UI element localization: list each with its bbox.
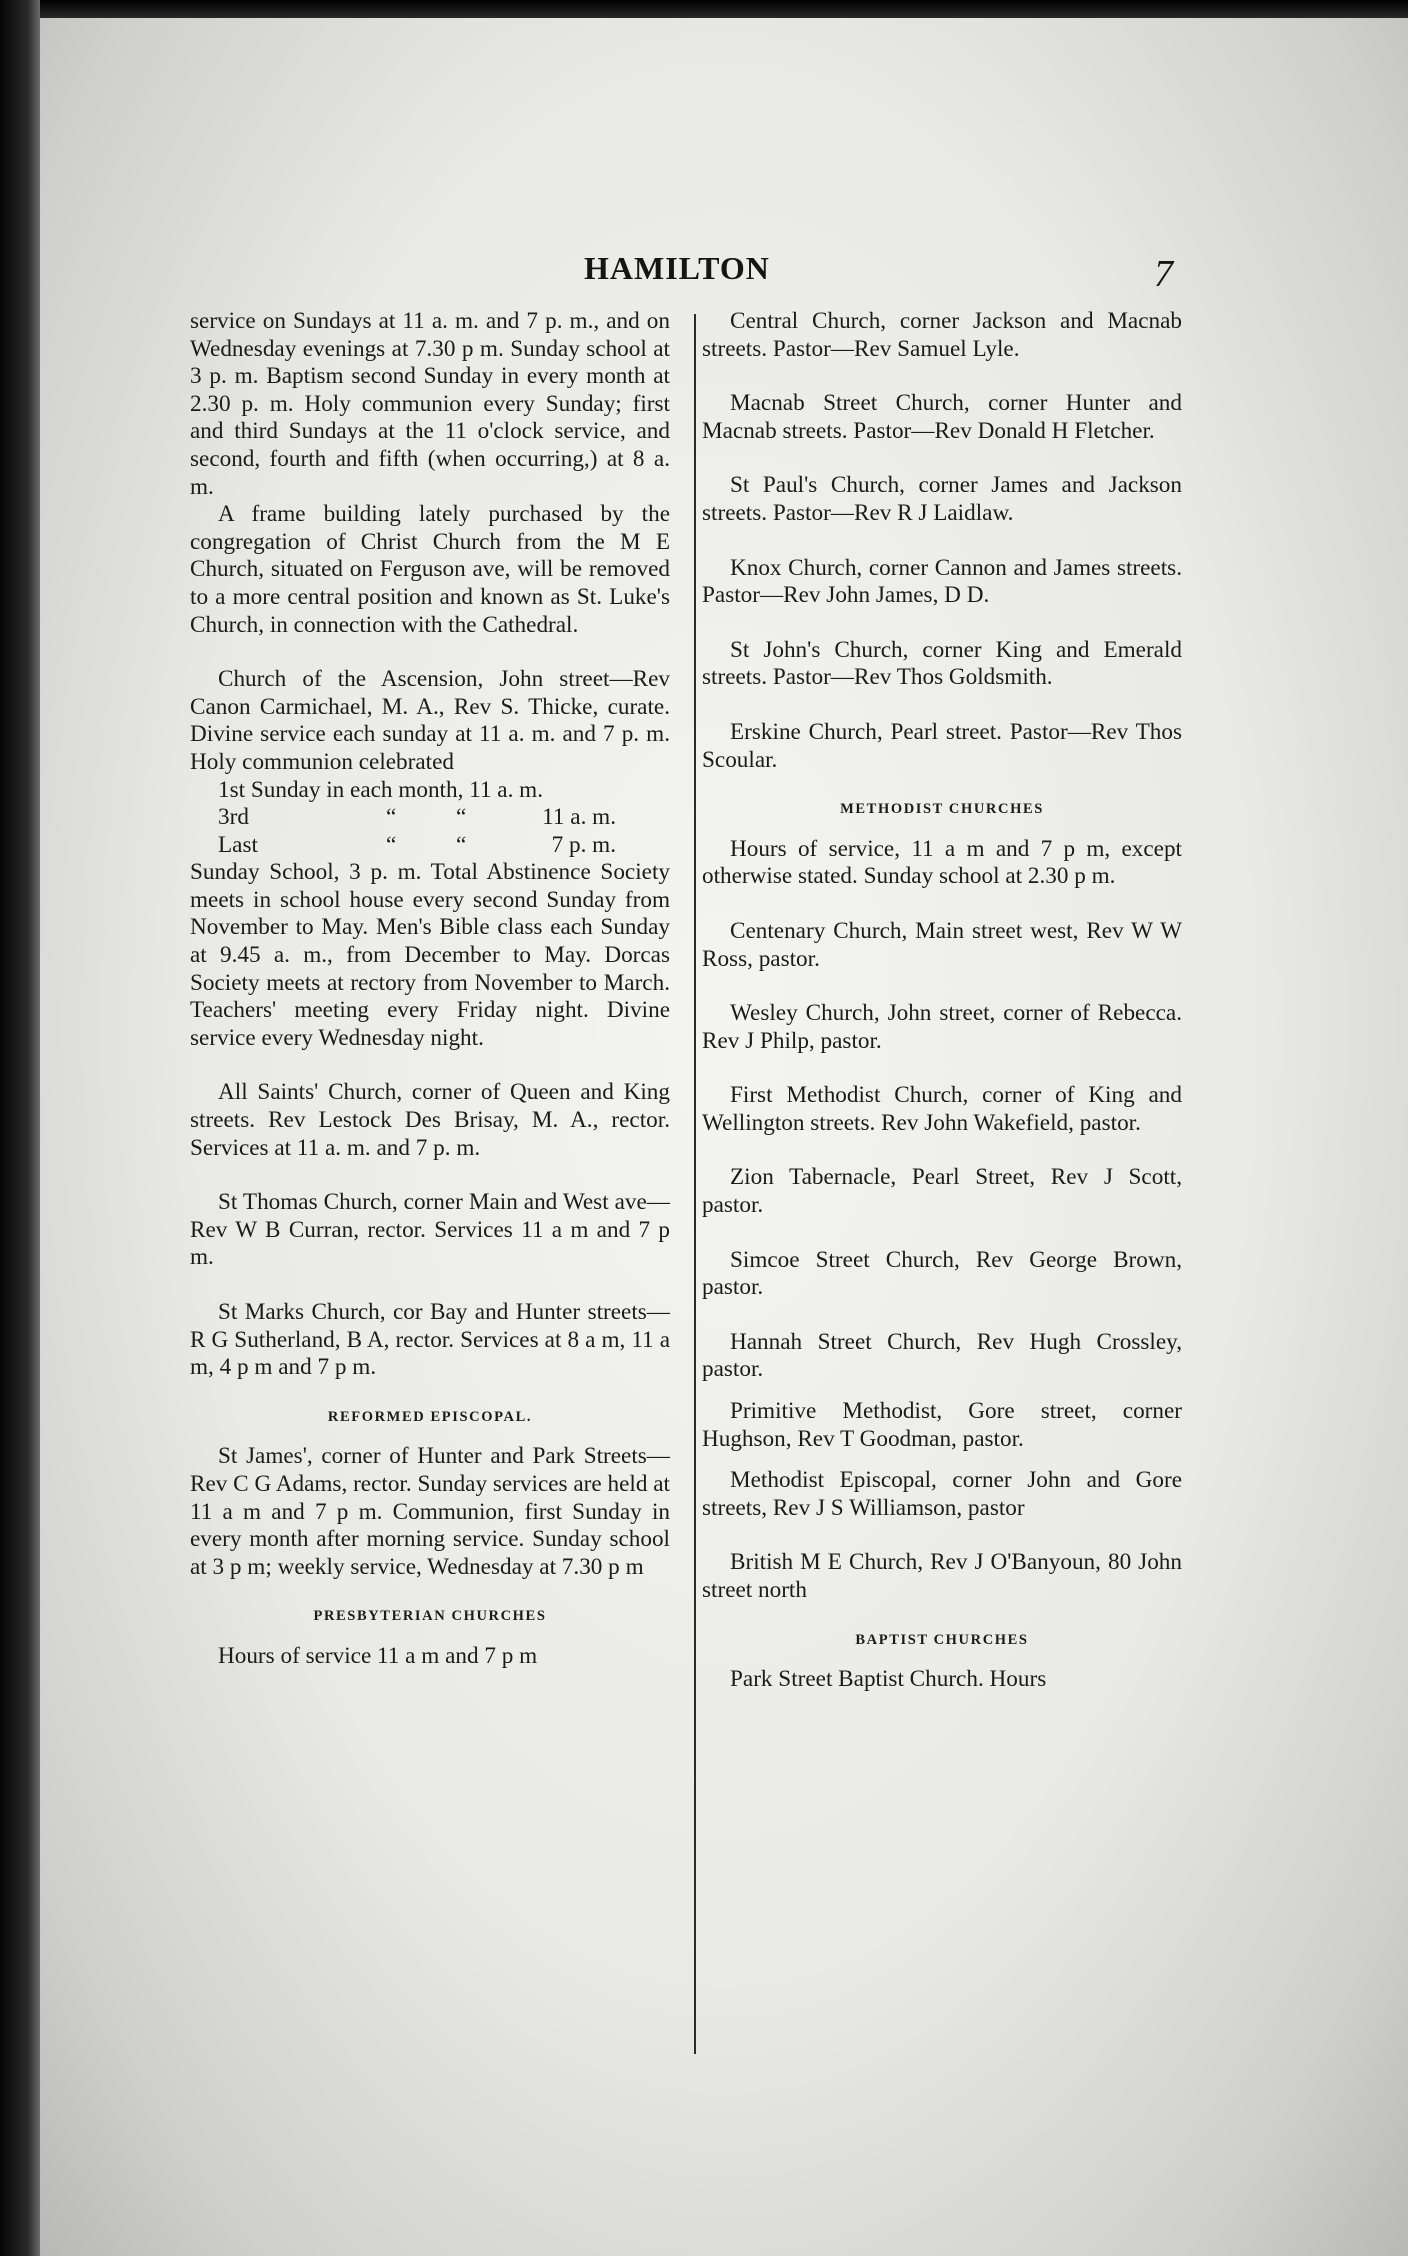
running-title: HAMILTON [584,250,770,286]
schedule-label: Last [218,831,258,858]
church-entry: Park Street Baptist Church. Hours [730,1666,1047,1693]
church-entry: Simcoe Street Church, Rev George Brown, pastor. [702,1246,1182,1301]
church-entry: Hannah Street Church, Rev Hugh Crossley, pastor. [702,1328,1182,1383]
schedule-first-line: 1st Sunday in each month, 11 a. m. [218,776,544,803]
church-entry: First Methodist Church, corner of King and Wellington streets. Rev John Wakefield, pastor. [702,1082,1182,1136]
schedule-ditto: “ [386,804,397,831]
section-heading: PRESBYTERIAN CHURCHES [313,1608,547,1625]
church-entry: Macnab Street Church, corner Hunter and Macnab streets. Pastor—Rev Donald H Fletcher. [702,390,1182,444]
paragraph: service on Sundays at 11 a. m. and 7 p. m., and on Wednesday evenings at 7.30 p m. Sunday school at 3 p. m. Baptism second Sunday in every month at 2.30 p. m. Holy communion every Sunday; first and third Sundays at the 11 o'clock service, and second, fourth and fifth (when occurring,) at 8 a. m. [190,308,670,500]
left-column [190,308,670,1671]
church-entry: British M E Church, Rev J O'Banyoun, 80 John street north [702,1549,1182,1603]
book-page [40,18,1408,2256]
church-entry: Centenary Church, Main street west, Rev W W Ross, pastor. [702,917,1182,972]
paragraph: Hours of service, 11 a m and 7 p m, except otherwise stated. Sunday school at 2.30 p m. [702,835,1182,890]
paragraph: Sunday School, 3 p. m. Total Abstinence Society meets in school house every second Sunday from November to May. Men's Bible class each Sunday at 9.45 a. m., from December to May. Dorcas Society meets at rectory from November to March. Teachers' meeting every Friday night. Divine service every Wednesday night. [190,859,670,1051]
church-entry: Primitive Methodist, Gore street, corner Hughson, Rev T Goodman, pastor. [702,1398,1182,1452]
column-rule [694,314,696,2054]
section-heading: REFORMED EPISCOPAL. [327,1408,533,1425]
paragraph: A frame building lately purchased by the congregation of Christ Church from the M E Church, situated on Ferguson ave, will be removed to a more central position and known as St. Luke's Church, in connection with the Cathedral. [190,501,670,638]
schedule-ditto: “ [456,804,467,831]
schedule-row [218,777,670,805]
church-entry: St John's Church, corner King and Emerald streets. Pastor—Rev Thos Goldsmith. [702,636,1182,691]
church-entry: Knox Church, corner Cannon and James streets. Pastor—Rev John James, D D. [702,554,1182,609]
church-entry: Central Church, corner Jackson and Macnab streets. Pastor—Rev Samuel Lyle. [702,308,1182,362]
church-entry: St Marks Church, cor Bay and Hunter streets—R G Sutherland, B A, rector. Services at 8 a m, 11 a m, 4 p m and 7 p m. [190,1299,670,1381]
church-entry: Methodist Episcopal, corner John and Gore streets, Rev J S Williamson, pastor [702,1467,1182,1521]
schedule-label: 3rd [218,804,249,831]
church-entry: Zion Tabernacle, Pearl Street, Rev J Scott, pastor. [702,1164,1182,1219]
schedule-ditto: “ [386,831,397,858]
right-column [702,308,1182,1694]
section-heading: BAPTIST CHURCHES [855,1631,1029,1648]
schedule-ditto: “ [456,831,467,858]
church-entry: Wesley Church, John street, corner of Rebecca. Rev J Philp, pastor. [702,1000,1182,1054]
schedule-time: 11 a. m. [542,804,616,831]
church-entry: St Paul's Church, corner James and Jackson streets. Pastor—Rev R J Laidlaw. [702,472,1182,526]
section-heading: METHODIST CHURCHES [840,801,1044,818]
church-entry: Church of the Ascension, John street—Rev Canon Carmichael, M. A., Rev S. Thicke, curate. Divine service each sunday at 11 a. m. and 7 p. m. Holy communion celebrated [190,666,670,775]
paragraph: Hours of service 11 a m and 7 p m [218,1642,538,1669]
schedule-time: 7 p. m. [551,831,616,858]
schedule-row [218,804,670,832]
communion-schedule [190,777,670,860]
page-number: 7 [1154,253,1173,295]
church-entry: Erskine Church, Pearl street. Pastor—Rev Thos Scoular. [702,718,1182,773]
page-header [40,250,1408,295]
church-entry: St Thomas Church, corner Main and West ave—Rev W B Curran, rector. Services 11 a m and 7 p m. [190,1189,670,1271]
church-entry: St James', corner of Hunter and Park Streets—Rev C G Adams, rector. Sunday services are held at 11 a m and 7 p m. Communion, first Sunday in every month after morning service. Sunday school at 3 p m; weekly service, Wednesday at 7.30 p m [190,1443,670,1580]
scan-binding-edge [0,0,40,2256]
church-entry: All Saints' Church, corner of Queen and King streets. Rev Lestock Des Brisay, M. A., rector. Services at 11 a. m. and 7 p. m. [190,1079,670,1161]
schedule-row [218,832,670,860]
